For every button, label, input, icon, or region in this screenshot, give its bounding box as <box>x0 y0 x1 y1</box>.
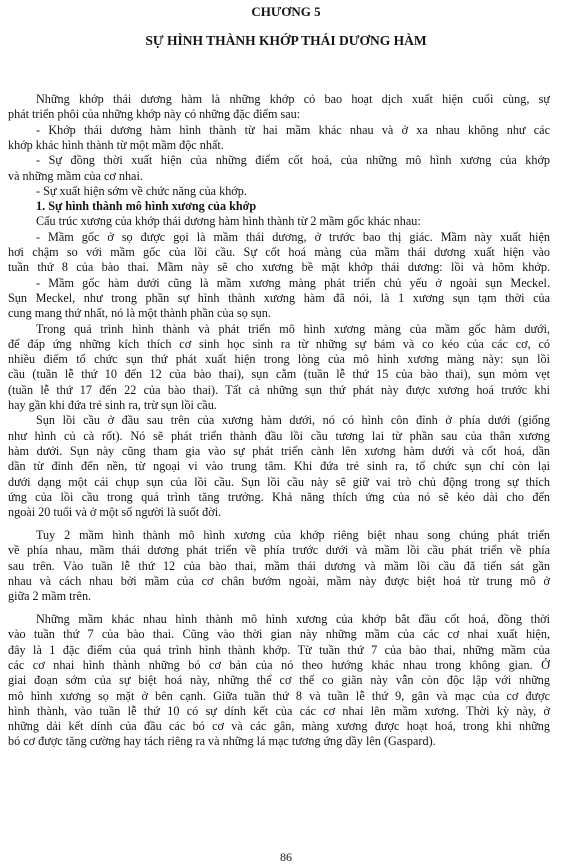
text-line: cung mang thứ nhất, nó là một thành phần của sọ sụn. <box>8 306 271 321</box>
text-line: hình thành, vào tuần lễ thứ 10 có sự dính kết của các cơ nhai lên mầm xương. Thời kỳ này, ở <box>8 703 550 718</box>
text-line: mô hình xương sọ mặt ở bên cạnh. Giữa tuần thứ 8 và tuần lễ thứ 9, gân và mạc của cơ được <box>8 688 550 703</box>
text-line: để đáp ứng những kích thích cơ sinh học sinh ra từ những sự bám và co kéo của các cơ, có <box>8 336 550 351</box>
text-line: Cấu trúc xương của khớp thái dương hàm hình thành từ 2 mầm gốc khác nhau: <box>36 214 421 229</box>
text-line: - Mầm gốc ở sọ được gọi là mầm thái dương, ở trước bao thị giác. Mầm này xuất hiện <box>36 229 550 244</box>
text-line: phát triển phôi của những khớp này có những đặc điểm sau: <box>8 107 301 122</box>
text-line: các cơ nhai hình thành những bó cơ bản của nó theo hướng khác nhau trong không gian. Ở <box>8 657 550 672</box>
text-line: giai đoạn sớm của sự biệt hoá này, những thể cơ thể co giãn này vẫn còn độc lập với những <box>8 673 550 688</box>
page-number: 86 <box>280 850 292 864</box>
text-line: - Khớp thái dương hàm hình thành từ hai mầm khác nhau và ở xa nhau không như các <box>36 122 550 137</box>
text-line: bó cơ được tăng cường hay tách riêng ra và những lá mạc tương ứng dầy lên (Gaspard). <box>8 734 436 749</box>
text-line: dưới dạng một cái chụp sụn của lồi cầu. Sụn lồi cầu này sẽ giữ vai trò chủ động trong sự thích <box>8 474 550 489</box>
text-line: hơi chậm so với mầm gốc của lồi cầu. Sự cốt hoá màng của mầm thái dương xuất hiện vào <box>8 245 550 259</box>
section-heading: 1. Sự hình thành mô hình xương của khớp <box>36 199 257 214</box>
text-line: - Sự xuất hiện sớm về chức năng của khớp. <box>36 183 247 198</box>
text-line: - Mầm gốc hàm dưới cũng là mầm xương màng phát triển chủ yếu ở ngoài sụn Meckel. <box>36 275 550 290</box>
text-line: nhiều điểm tổ chức sụn thứ phát xuất hiện trong lòng của mô hình xương màng này: sụn lồi <box>8 352 550 367</box>
text-line: ngoài 20 tuổi và ở một số người là suốt đời. <box>8 505 222 520</box>
text-line: (tuần lễ thứ 17 đến 22 của bào thai). Tất cả những sụn thứ phát này được xương hoá trước khi <box>8 382 550 397</box>
text-line: dần từ đỉnh đến nền, từ ngoại vi vào trung tâm. Khi đứa trẻ sinh ra, tổ chức sụn chỉ còn lại <box>8 459 550 474</box>
text-line: hàm dưới. Sụn này cũng tham gia vào sự phát triển cành lên xương hàm dưới và cốt hoá, dần <box>8 443 550 458</box>
text-line: Sụn lồi cầu ở đầu sau trên của xương hàm dưới, nó có hình côn đỉnh ở phía dưới (giống <box>36 413 550 428</box>
text-line: tuần thứ 8 của bào thai. Mầm này sẽ cho xương bề mặt khớp thái dương: lồi và hõm khớp. <box>8 260 550 275</box>
text-line: giữa 2 mầm trên. <box>8 589 92 604</box>
text-line: và những mầm của cơ nhai. <box>8 168 143 183</box>
chapter-heading: CHƯƠNG 5 <box>251 4 321 19</box>
text-line: đây là 1 đặc điểm của quá trình hình thành khớp. Từ tuần thứ 7 của bào thai, những mầm của <box>8 642 550 657</box>
text-line: Những mầm khác nhau hình thành mô hình xương của khớp bắt đầu cốt hoá, đồng thời <box>36 612 550 626</box>
text-line: vào tuần thứ 7 của bào thai. Cũng vào thời gian này những mầm của các cơ nhai xuất hiện, <box>8 627 550 642</box>
chapter-title: SỰ HÌNH THÀNH KHỚP THÁI DƯƠNG HÀM <box>145 33 427 48</box>
text-line: những dải kết dính của đầu các bó cơ và các gân, màng xương được hoạt hoá, trong khi những <box>8 719 550 734</box>
text-line: - Sự đồng thời xuất hiện của những điểm cốt hoá, của những mô hình xương của khớp <box>36 153 550 168</box>
text-line: Tuy 2 mầm hình thành mô hình xương của khớp riêng biệt nhau song chúng phát triển <box>36 528 550 542</box>
text-line: Những khớp thái dương hàm là những khớp có bao hoạt dịch xuất hiện cuối cùng, sự <box>36 92 550 106</box>
text-line: khớp khác hình thành từ một mầm độc nhất. <box>8 137 224 152</box>
text-line: Sụn Meckel, như trong phần sự hình thành xương hàm đã nói, là 1 xương sụn tạm thời của <box>8 290 550 305</box>
text-line: cầu (tuần lễ thứ 10 đến 12 của bào thai), sụn cằm (tuần lễ thứ 15 của bào thai), sụn mỏm vẹt <box>8 367 550 382</box>
text-line: ứng của lồi cầu trong quá trình tăng trưởng. Khả năng thích ứng của nó sẽ kéo dài cho đến <box>8 489 550 504</box>
text-line: sau trên. Vào tuần lễ thứ 12 của bào thai, mầm thái dương và mầm lồi cầu đã tiến sát gần <box>8 558 550 573</box>
text-line: hay gần khi đứa trẻ sinh ra, trừ sụn lồi cầu. <box>8 398 217 412</box>
text-line: như hình củ cà rốt). Nó sẽ phát triển thành đầu lồi cầu tương lai từ phần sau của thân xương <box>8 428 550 443</box>
text-line: Trong quá trình hình thành và phát triển mô hình xương màng của mầm gốc hàm dưới, <box>36 321 550 336</box>
text-line: nhau và cách nhau bởi mầm của cơ chân bướm ngoài, mầm này được biệt hoá từ trung mô ở <box>8 573 550 588</box>
text-line: về phía nhau, mầm thái dương phát triển về phía trước dưới và mầm lồi cầu phát triển về phía <box>8 543 550 558</box>
